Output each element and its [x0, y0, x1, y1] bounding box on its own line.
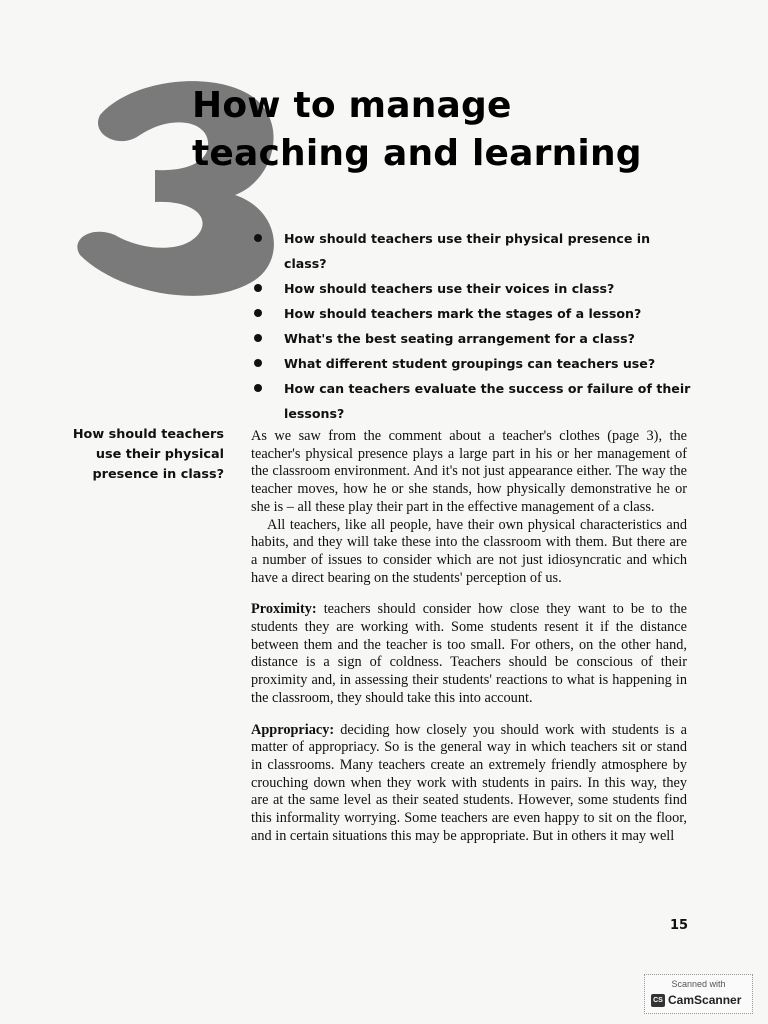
camscanner-watermark	[644, 974, 753, 1014]
chapter-title	[192, 82, 642, 178]
chapter-title-line-2: teaching and learning	[192, 133, 642, 174]
proximity-text: teachers should consider how close they want to be to the students they are working with. Some students resent it if the distance between them and the teacher is too small. For others, on the other hand, distance is a sign of coldness. Teachers should be conscious of their proximity and, in assessing their students' reactions to what is happening in the classroom, they should take this into account.	[251, 601, 687, 706]
chapter-questions-list	[252, 226, 697, 426]
chapter-title-line-1: How to manage	[192, 85, 512, 126]
paragraph-characteristics: All teachers, like all people, have their own physical characteristics and habits, and they will take these into the classroom with them. But there are a number of issues to consider which are not just idiosyncratic and which have a direct bearing on the students' perception of us.	[251, 516, 687, 586]
watermark-label: Scanned with	[671, 979, 726, 989]
page-number: 15	[670, 918, 689, 933]
paragraph-appropriacy	[251, 722, 687, 846]
question-item: How should teachers use their physical presence in class?	[252, 226, 697, 276]
term-appropriacy: Appropriacy:	[251, 721, 335, 738]
section-side-heading: How should teachers use their physical presence in class?	[72, 427, 224, 482]
term-proximity: Proximity:	[251, 601, 317, 618]
paragraph-proximity	[251, 601, 687, 707]
question-item: How should teachers use their voices in class?	[252, 276, 697, 301]
section-body	[251, 428, 687, 845]
question-item: What's the best seating arrangement for a class?	[252, 326, 697, 351]
camscanner-logo-icon: CS	[651, 994, 665, 1007]
watermark-brand	[651, 993, 741, 1007]
question-item: How should teachers mark the stages of a lesson?	[252, 301, 697, 326]
question-item: What different student groupings can teachers use?	[252, 351, 697, 376]
paragraph-intro: As we saw from the comment about a teacher's clothes (page 3), the teacher's physical presence plays a large part in his or her management of the classroom environment. And it's not just appearance either. The way the teacher moves, how he or she stands, how physically demonstrative he or she is – all these play their part in the effective management of a class.	[251, 428, 687, 515]
watermark-brand-name: CamScanner	[668, 993, 742, 1007]
question-item: How can teachers evaluate the success or failure of their lessons?	[252, 376, 697, 426]
appropriacy-text: deciding how closely you should work with students is a matter of appropriacy. So is the general way in which teachers sit or stand in classrooms. Many teachers create an extremely friendly atmosphere by crouching down when they work with students in pairs. In this way, they are at the same level as their seated students. However, some students find this informality worrying. Some teachers are even happy to sit on the floor, and in certain situations this may be appropriate. But in others it may well	[251, 721, 687, 844]
